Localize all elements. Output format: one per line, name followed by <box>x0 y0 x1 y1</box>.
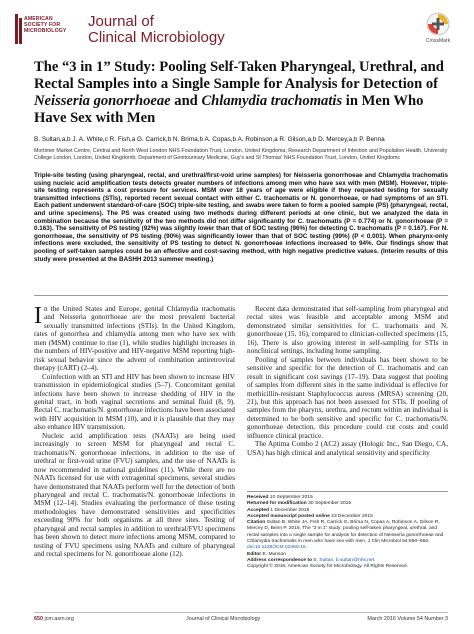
doi-link[interactable]: doi:10.1128/JCM.02460-15. <box>247 545 307 551</box>
footer-issue: March 2016 Volume 54 Number 3 <box>367 616 448 622</box>
paragraph: Coinfection with an STI and HIV has been shown to increase HIV transmission in epidemiological studies (5–7). Concomitant genital infections have been shown to increase shedding of HIV in the genital tract, in both vaginal secretions and seminal fluid (8, 9). Rectal C. trachomatis/N. gonorrhoeae infections have been associated with HIV acquisition in MSM (10), and it is plausible that they may also enhance HIV transmission. <box>34 372 235 432</box>
abstract: Triple-site testing (using pharyngeal, rectal, and urethral/first-void urine samples) for Neisseria gonorrhoeae and Chlamydia trachomatis using nucleic acid amplification tests detects greater numbers of infections among men who have sex with men (MSM). However, triple-site testing represents a cost pressure for services. MSM over 18 years of age were eligible if they requested testing for sexually transmitted infections (STIs), reported recent sexual contact with either C. trachomatis or N. gonorrhoeae, or had symptoms of an STI. Each patient underwent standard-of-care (SOC) triple-site testing, and swabs were taken to form a pooled sample (PS) (pharyngeal, rectal, and urine specimens). The PS was created using two methods during different periods at one clinic, but we analyzed the data in combination because the sensitivity of the two methods did not differ significantly for C. trachomatis (P = 0.774) or N. gonorrhoeae (P = 0.163). The sensitivity of PS testing (92%) was slightly lower than that of SOC testing (96%) for detecting C. trachomatis (P = 0.167). For N. gonorrhoeae, the sensitivity of PS testing (90%) was significantly lower than that of SOC testing (99%) (P < 0.001). When pharynx-only infections were excluded, the sensitivity of PS testing to detect N. gonorrhoeae infections increased to 94%. Our findings show that pooling of self-taken samples could be an effective and cost-saving method, with high negative predictive values. (Interim results of this study were presented at the BASHH 2013 summer meeting.) <box>34 172 448 263</box>
crossmark-badge[interactable] <box>418 12 458 48</box>
citation: Citation Sultan B, White JA, Fish R, Carrick G, Brima N, Copas A, Robinson A, Gilson R, Mercey D, Benn P. 2016. The “3 in 1” study: pooling self-taken pharyngeal, urethral, and rectal samples into a single sample for analysis for detection of Neisseria gonorrhoeae and Chlamydia trachomatis in men who have sex with men. J Clin Microbiol 54:650–656. doi:10.1128/JCM.02460-15. <box>247 520 444 551</box>
journal-name-line-2: Clinical Microbiology <box>88 29 225 46</box>
title-part-3: in Men Who Have Sex with Men <box>34 93 424 126</box>
editor: Editor E. Munson <box>247 551 286 557</box>
accepted-manuscript-date: Accepted manuscript posted online 23 December 2015 <box>247 513 373 519</box>
author-list: B. Sultan,a,b J. A. White,c R. Fish,a G. Carrick,b N. Brima,b A. Copas,b A. Robinson,a R. Gilson,a,b D. Mercey,a,b P. Benna <box>34 136 385 143</box>
correspondence: Address correspondence to B. Sultan, b.sultan@nhs.net. <box>247 557 376 563</box>
journal-header <box>0 0 474 56</box>
copyright: Copyright © 2016, American Society for Microbiology. All Rights Reserved. <box>247 564 408 570</box>
title-italic-1: Neisseria gonorrhoeae <box>34 93 171 109</box>
paragraph: Nucleic acid amplification tests (NAATs) are being used increasingly to screen MSM for pharyngeal and rectal C. trachomatis/N. gonorrhoeae infections, in addition to the use of urethral or first-void urine (FVU) samples, and the use of NAATs is now recommended in national guidelines (11). While there are no NAATs licensed for use with extragenital specimens, several studies have demonstrated that NAATs perform well for the detection of both pharyngeal and rectal C. trachomatis/N. gonorrhoeae infections in MSM (12–14). Studies evaluating the performance of these testing methodologies have demonstrated sensitivities and specificities exceeding 90% for both organisms at all three sites. Testing of pharyngeal and rectal samples in addition to urethral/FVU specimens has been shown to detect more infections among MSM, compared to testing of FVU specimens using NAATs and culture of pharyngeal and rectal specimens for N. gonorrhoeae alone (12). <box>34 431 235 559</box>
page-number: 650 <box>34 616 43 622</box>
title-italic-2: Chlamydia trachomatis <box>201 93 343 109</box>
paragraph: The Aptima Combo 2 (AC2) assay (Hologic Inc., San Diego, CA, USA) has high clinical and analytical sensitivity and specificity <box>247 440 448 457</box>
body-column-right <box>247 305 448 457</box>
journal-name-line-1: Journal of <box>88 13 154 30</box>
divider <box>34 295 448 296</box>
paragraph: Pooling of samples between individuals has been shown to be sensitive and specific for the detection of C. trachomatis and can result in significant cost savings (17–19). Data suggest that pooling of samples from different sites in the same individual is effective for methicillin-resistant Staphylococcus aureus (MRSA) screening (20, 21), but this approach has not been assessed for STIs. If pooling of samples from the pharynx, urethra, and rectum within an individual is determined to be both sensitive and specific for C. trachomatis/N. gonorrhoeae detection, this procedure could cut costs and could influence clinical practice. <box>247 355 448 440</box>
crossmark-label: CrossMark <box>425 38 451 44</box>
article-title <box>34 59 444 127</box>
returned-date: Returned for modification 30 September 2015 <box>247 501 352 507</box>
crossmark-icon <box>426 12 450 36</box>
asm-logo-mark-icon <box>14 14 24 44</box>
paragraph: Recent data demonstrated that self-sampling from pharyngeal and rectal sites was feasible and acceptable among MSM and demonstrated similar sensitivities for C. trachomatis and N. gonorrhoeae (15, 16), compared to clinician-collected specimens (15, 16). There is also growing interest in self-sampling for STIs in nonclinical settings, including home sampling. <box>247 305 448 356</box>
body-column-left <box>34 305 235 559</box>
society-line-3: MICROBIOLOGY <box>24 28 67 35</box>
paragraph-text: n the United States and Europe, genital Chlamydia trachomatis and Neisseria gonorrhoeae are the most prevalent bacterial sexually transmitted infections (STIs). In the United Kingdom, rates of gonorrhea and chlamydia among men who have sex with men (MSM) continue to rise (1), while studies highlight increases in the numbers of HIV-positive and HIV-negative MSM reporting high-risk sexual behavior since the advent of combination antiretroviral therapy (cART) (2–4). <box>34 305 235 373</box>
asm-logo <box>14 14 80 48</box>
title-part-2: and <box>170 93 202 109</box>
accepted-date: Accepted 1 December 2015 <box>247 507 310 513</box>
correspondence-email[interactable]: B. Sultan, b.sultan@nhs.net. <box>313 557 376 563</box>
title-part-1: The “3 in 1” Study: Pooling Self-Taken Pharyngeal, Urethral, and Rectal Samples into a Single Sample for Analysis for Detection of <box>34 59 444 92</box>
society-line-2: SOCIETY FOR <box>24 22 61 29</box>
footer-journal: Journal of Clinical Microbiology <box>186 616 261 622</box>
affiliations: Mortimer Market Centre, Central and North West London NHS Foundation Trust, London, United Kingdoma; Research Department of Infection and Population Health, University College London, London, United Kingdomb; Department of Genitourinary Medicine, Guy's and St Thomas' NHS Foundation Trust, London, United Kingdomc <box>34 148 448 161</box>
journal-name[interactable] <box>88 14 225 46</box>
received-date: Received 10 September 2015 <box>247 495 313 500</box>
footer-divider <box>34 612 448 613</box>
article-info-box <box>247 491 448 599</box>
journal-site-link[interactable]: jcm.asm.org <box>44 616 74 622</box>
page-footer <box>34 616 448 623</box>
drop-cap: I <box>34 303 42 329</box>
paragraph <box>34 305 235 373</box>
society-line-1: AMERICAN <box>24 16 53 22</box>
